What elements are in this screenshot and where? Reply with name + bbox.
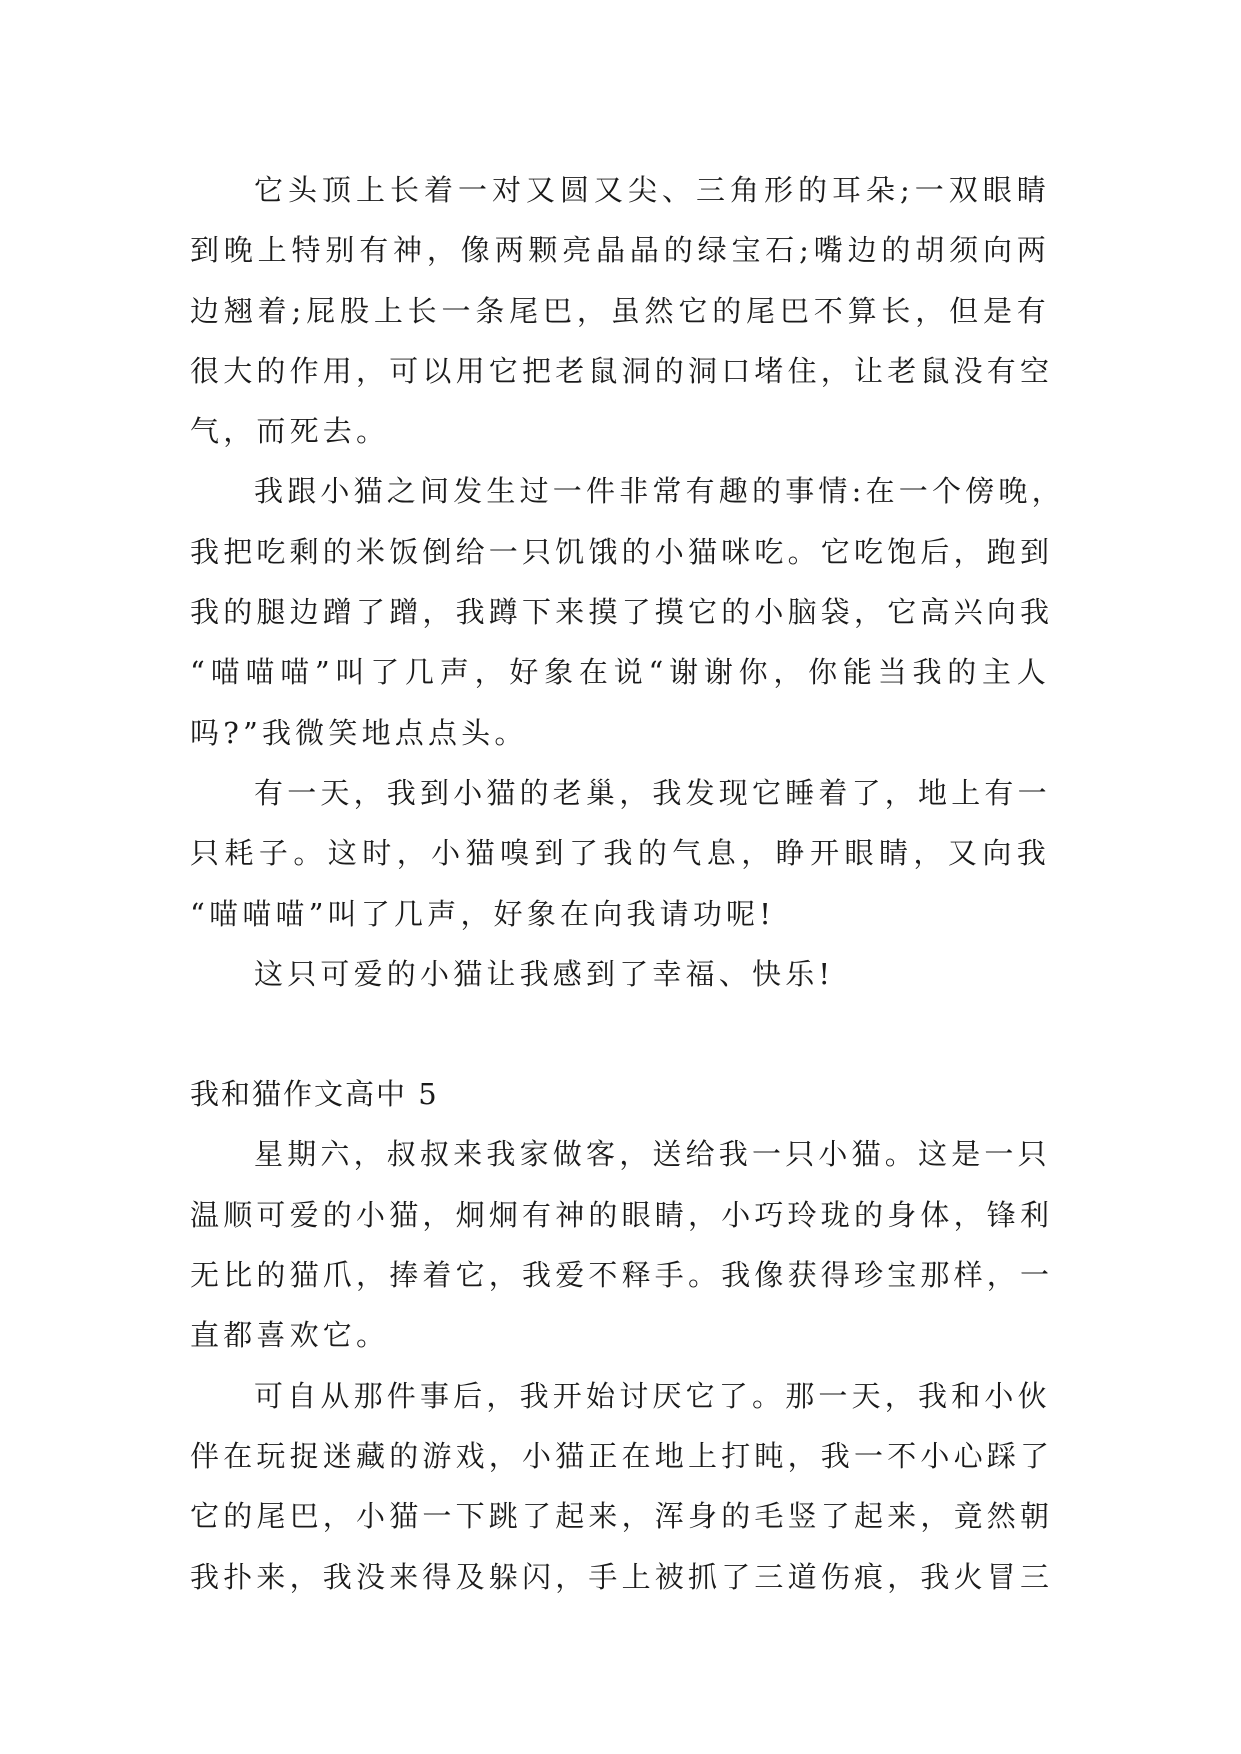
text-line: “喵喵喵”叫了几声，好象在向我请功呢! [190,896,776,931]
paragraph [190,160,1054,461]
text-line: 伴在玩捉迷藏的游戏，小猫正在地上打盹，我一不小心踩了 [190,1438,1054,1473]
text-line: 直都喜欢它。 [190,1318,390,1353]
text-line: 温顺可爱的小猫，炯炯有神的眼睛，小巧玲珑的身体，锋利 [190,1197,1054,1232]
paragraph [190,944,1050,1004]
text-line: 只耗子。这时，小猫嗅到了我的气息，睁开眼睛，又向我 [190,836,1050,871]
paragraph [190,1366,1054,1607]
section-heading: 我和猫作文高中 5 [190,1077,439,1112]
text-line: 星期六，叔叔来我家做客，送给我一只小猫。这是一只 [254,1137,1051,1172]
text-line: 它头顶上长着一对又圆又尖、三角形的耳朵;一双眼睛 [254,173,1050,207]
section-gap [190,1004,1050,1064]
text-line: 我跟小猫之间发生过一件非常有趣的事情:在一个傍晚， [254,474,1065,509]
document-body [190,160,1065,1607]
text-line: 有一天，我到小猫的老巢，我发现它睡着了，地上有一 [254,775,1051,810]
text-line: 这只可爱的小猫让我感到了幸福、快乐! [254,956,835,991]
text-line: 吗?”我微笑地点点头。 [190,715,528,750]
text-line: 我扑来，我没来得及躲闪，手上被抓了三道伤痕，我火冒三 [190,1559,1054,1594]
text-line: 我把吃剩的米饭倒给一只饥饿的小猫咪吃。它吃饱后，跑到 [190,534,1054,569]
paragraph [190,1124,1054,1365]
text-line: 可自从那件事后，我开始讨厌它了。那一天，我和小伙 [254,1378,1051,1413]
paragraph [190,763,1050,944]
text-line: “喵喵喵”叫了几声，好象在说“谢谢你，你能当我的主人 [190,655,1050,690]
text-line: 边翘着;屁股上长一条尾巴，虽然它的尾巴不算长，但是有 [190,293,1050,328]
paragraph [190,461,1065,762]
text-line: 我的腿边蹭了蹭，我蹲下来摸了摸它的小脑袋，它高兴向我 [190,595,1054,630]
text-line: 气，而死去。 [190,414,390,449]
text-line: 无比的猫爪，捧着它，我爱不释手。我像获得珍宝那样，一 [190,1258,1054,1293]
text-line: 很大的作用，可以用它把老鼠洞的洞口堵住，让老鼠没有空 [190,353,1054,388]
text-line: 它的尾巴，小猫一下跳了起来，浑身的毛竖了起来，竟然朝 [190,1499,1054,1534]
text-line: 到晚上特别有神，像两颗亮晶晶的绿宝石;嘴边的胡须向两 [190,233,1050,268]
